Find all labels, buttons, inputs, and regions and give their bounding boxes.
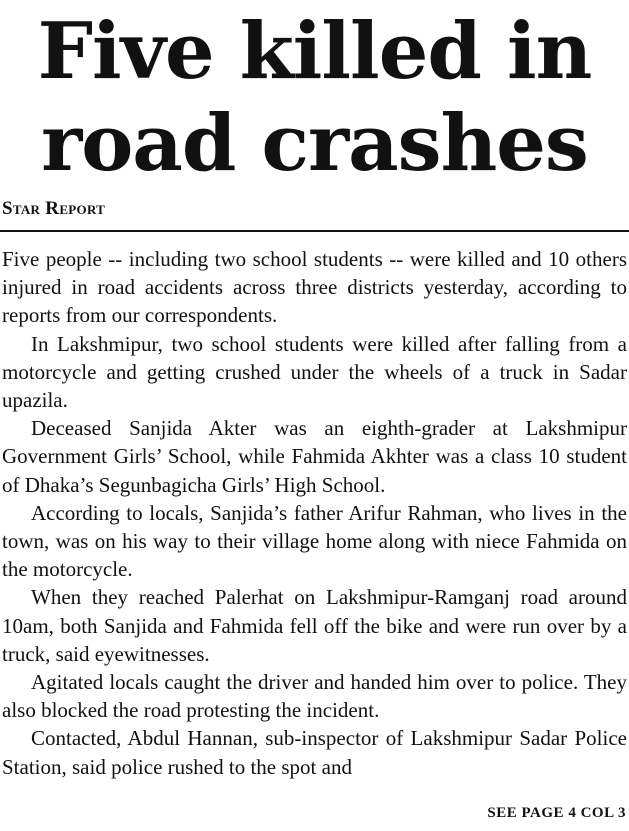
paragraph-5: When they reached Palerhat on Lakshmipur-Ramganj road around 10am, both Sanjida and Fahmida fell off the bike and were run over by a truck, said eyewitnesses. [2, 585, 627, 666]
paragraph-1: Five people -- including two school students -- were killed and 10 others injured in road accidents across three districts yesterday, according to reports from our correspondents. [2, 247, 627, 328]
byline: Star Report [2, 198, 106, 219]
headline-line-1: Five killed in [37, 6, 592, 97]
paragraph-3: Deceased Sanjida Akter was an eighth-grader at Lakshmipur Government Girls’ School, while Fahmida Akhter was a class 10 student of Dhaka’s Segunbagicha Girls’ High School. [2, 416, 627, 497]
article-body [2, 245, 627, 781]
paragraph-2: In Lakshmipur, two school students were killed after falling from a motorcycle and getting crushed under the wheels of a truck in Sadar upazila. [2, 331, 627, 413]
headline [0, 6, 629, 190]
headline-line-2: road crashes [41, 98, 588, 189]
continuation-jump-line: SEE PAGE 4 COL 3 [487, 805, 626, 821]
paragraph-4: According to locals, Sanjida’s father Arifur Rahman, who lives in the town, was on his way to their village home along with niece Fahmida on the motorcycle. [2, 500, 627, 582]
paragraph-6: Agitated locals caught the driver and handed him over to police. They also blocked the road protesting the incident. [2, 670, 627, 723]
byline-divider [0, 230, 629, 232]
paragraph-7: Contacted, Abdul Hannan, sub-inspector of Lakshmipur Sadar Police Station, said police rushed to the spot and [2, 726, 627, 779]
